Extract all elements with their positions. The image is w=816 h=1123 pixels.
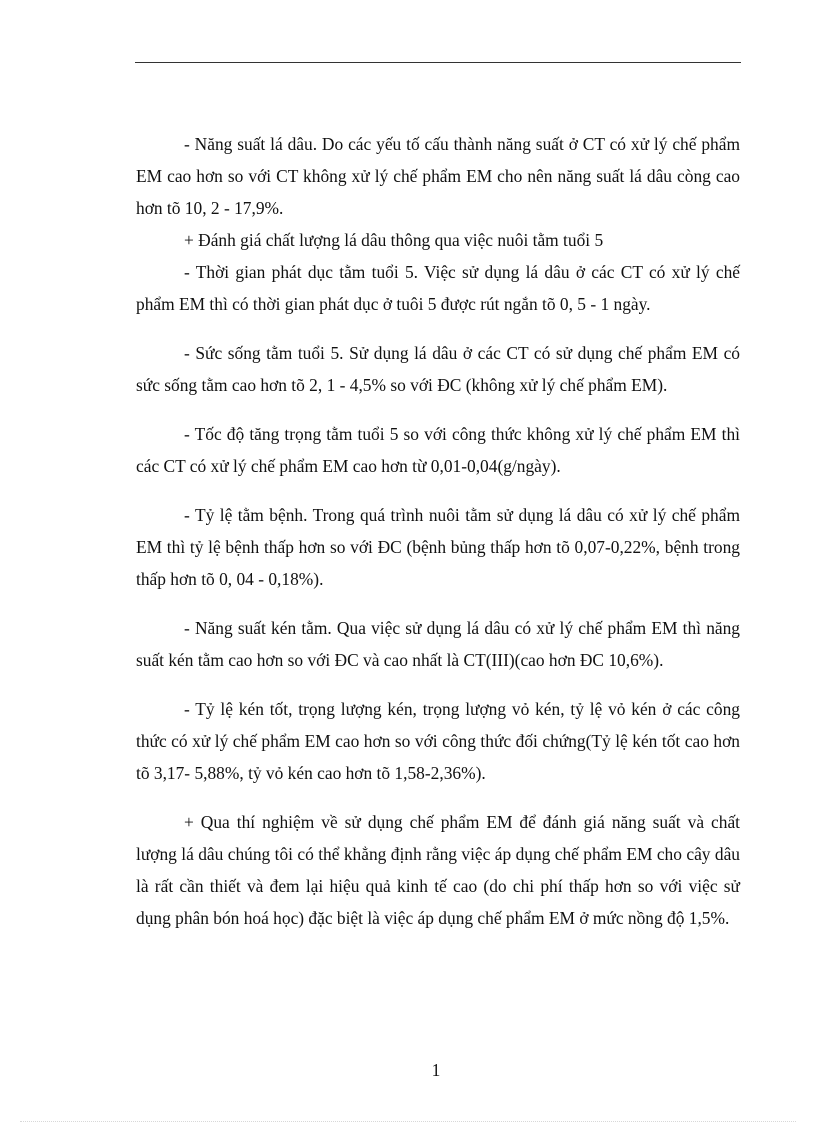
page-number: 1 (431, 1060, 441, 1080)
paragraph-leaf-yield: - Năng suất lá dâu. Do các yếu tố cấu thành năng suất ở CT có xử lý chế phẩm EM cao hơn so với CT không xử lý chế phẩm EM cho nên năng suất lá dâu còng cao hơn tõ 10, 2 - 17,9%. (136, 134, 740, 218)
paragraph-disease-rate: - Tỷ lệ tằm bệnh. Trong quá trình nuôi tằm sử dụng lá dâu có xử lý chế phẩm EM thì tỷ lệ bệnh thấp hơn so với ĐC (bệnh bủng thấp hơn tõ 0,07-0,22%, bệnh trong thấp hơn tõ 0, 04 - 0,18%). (136, 505, 740, 589)
document-body (136, 128, 740, 934)
paragraph-cocoon-quality: - Tỷ lệ kén tốt, trọng lượng kén, trọng lượng vỏ kén, tỷ lệ vỏ kén ở các công thức có xử lý chế phẩm EM cao hơn so với công thức đối chứng(Tỷ lệ kén tốt cao hơn tõ 3,17- 5,88%, tỷ vỏ kén cao hơn tõ 1,58-2,36%). (136, 699, 740, 783)
paragraph-silkworm-vitality: - Sức sống tằm tuổi 5. Sử dụng lá dâu ở các CT có sử dụng chế phẩm EM có sức sống tằm cao hơn tõ 2, 1 - 4,5% so với ĐC (không xử lý chế phẩm EM). (136, 343, 740, 395)
paragraph-cocoon-yield: - Năng suất kén tằm. Qua việc sử dụng lá dâu có xử lý chế phẩm EM thì năng suất kén tằm cao hơn so với ĐC và cao nhất là CT(III)(cao hơn ĐC 10,6%). (136, 618, 740, 670)
paragraph-development-time: - Thời gian phát dục tằm tuổi 5. Việc sử dụng lá dâu ở các CT có xử lý chế phẩm EM thì có thời gian phát dục ở tuôi 5 được rút ngắn tõ 0, 5 - 1 ngày. (136, 262, 740, 314)
footer-divider (20, 1121, 796, 1122)
paragraph-leaf-quality-heading: + Đánh giá chất lượng lá dâu thông qua việc nuôi tằm tuổi 5 (184, 230, 604, 250)
paragraph-conclusion: + Qua thí nghiệm về sử dụng chế phẩm EM để đánh giá năng suất và chất lượng lá dâu chúng tôi có thể khẳng định rằng việc áp dụng chế phẩm EM cho cây dâu là rất cần thiết và đem lại hiệu quả kinh tế cao (do chi phí thấp hơn so với việc sử dụng phân bón hoá học) đặc biệt là việc áp dụng chế phẩm EM ở mức nồng độ 1,5%. (136, 812, 740, 928)
header-rule (135, 62, 741, 63)
paragraph-weight-gain: - Tốc độ tăng trọng tằm tuổi 5 so với công thức không xử lý chế phẩm EM thì các CT có xử lý chế phẩm EM cao hơn từ 0,01-0,04(g/ngày). (136, 424, 740, 476)
